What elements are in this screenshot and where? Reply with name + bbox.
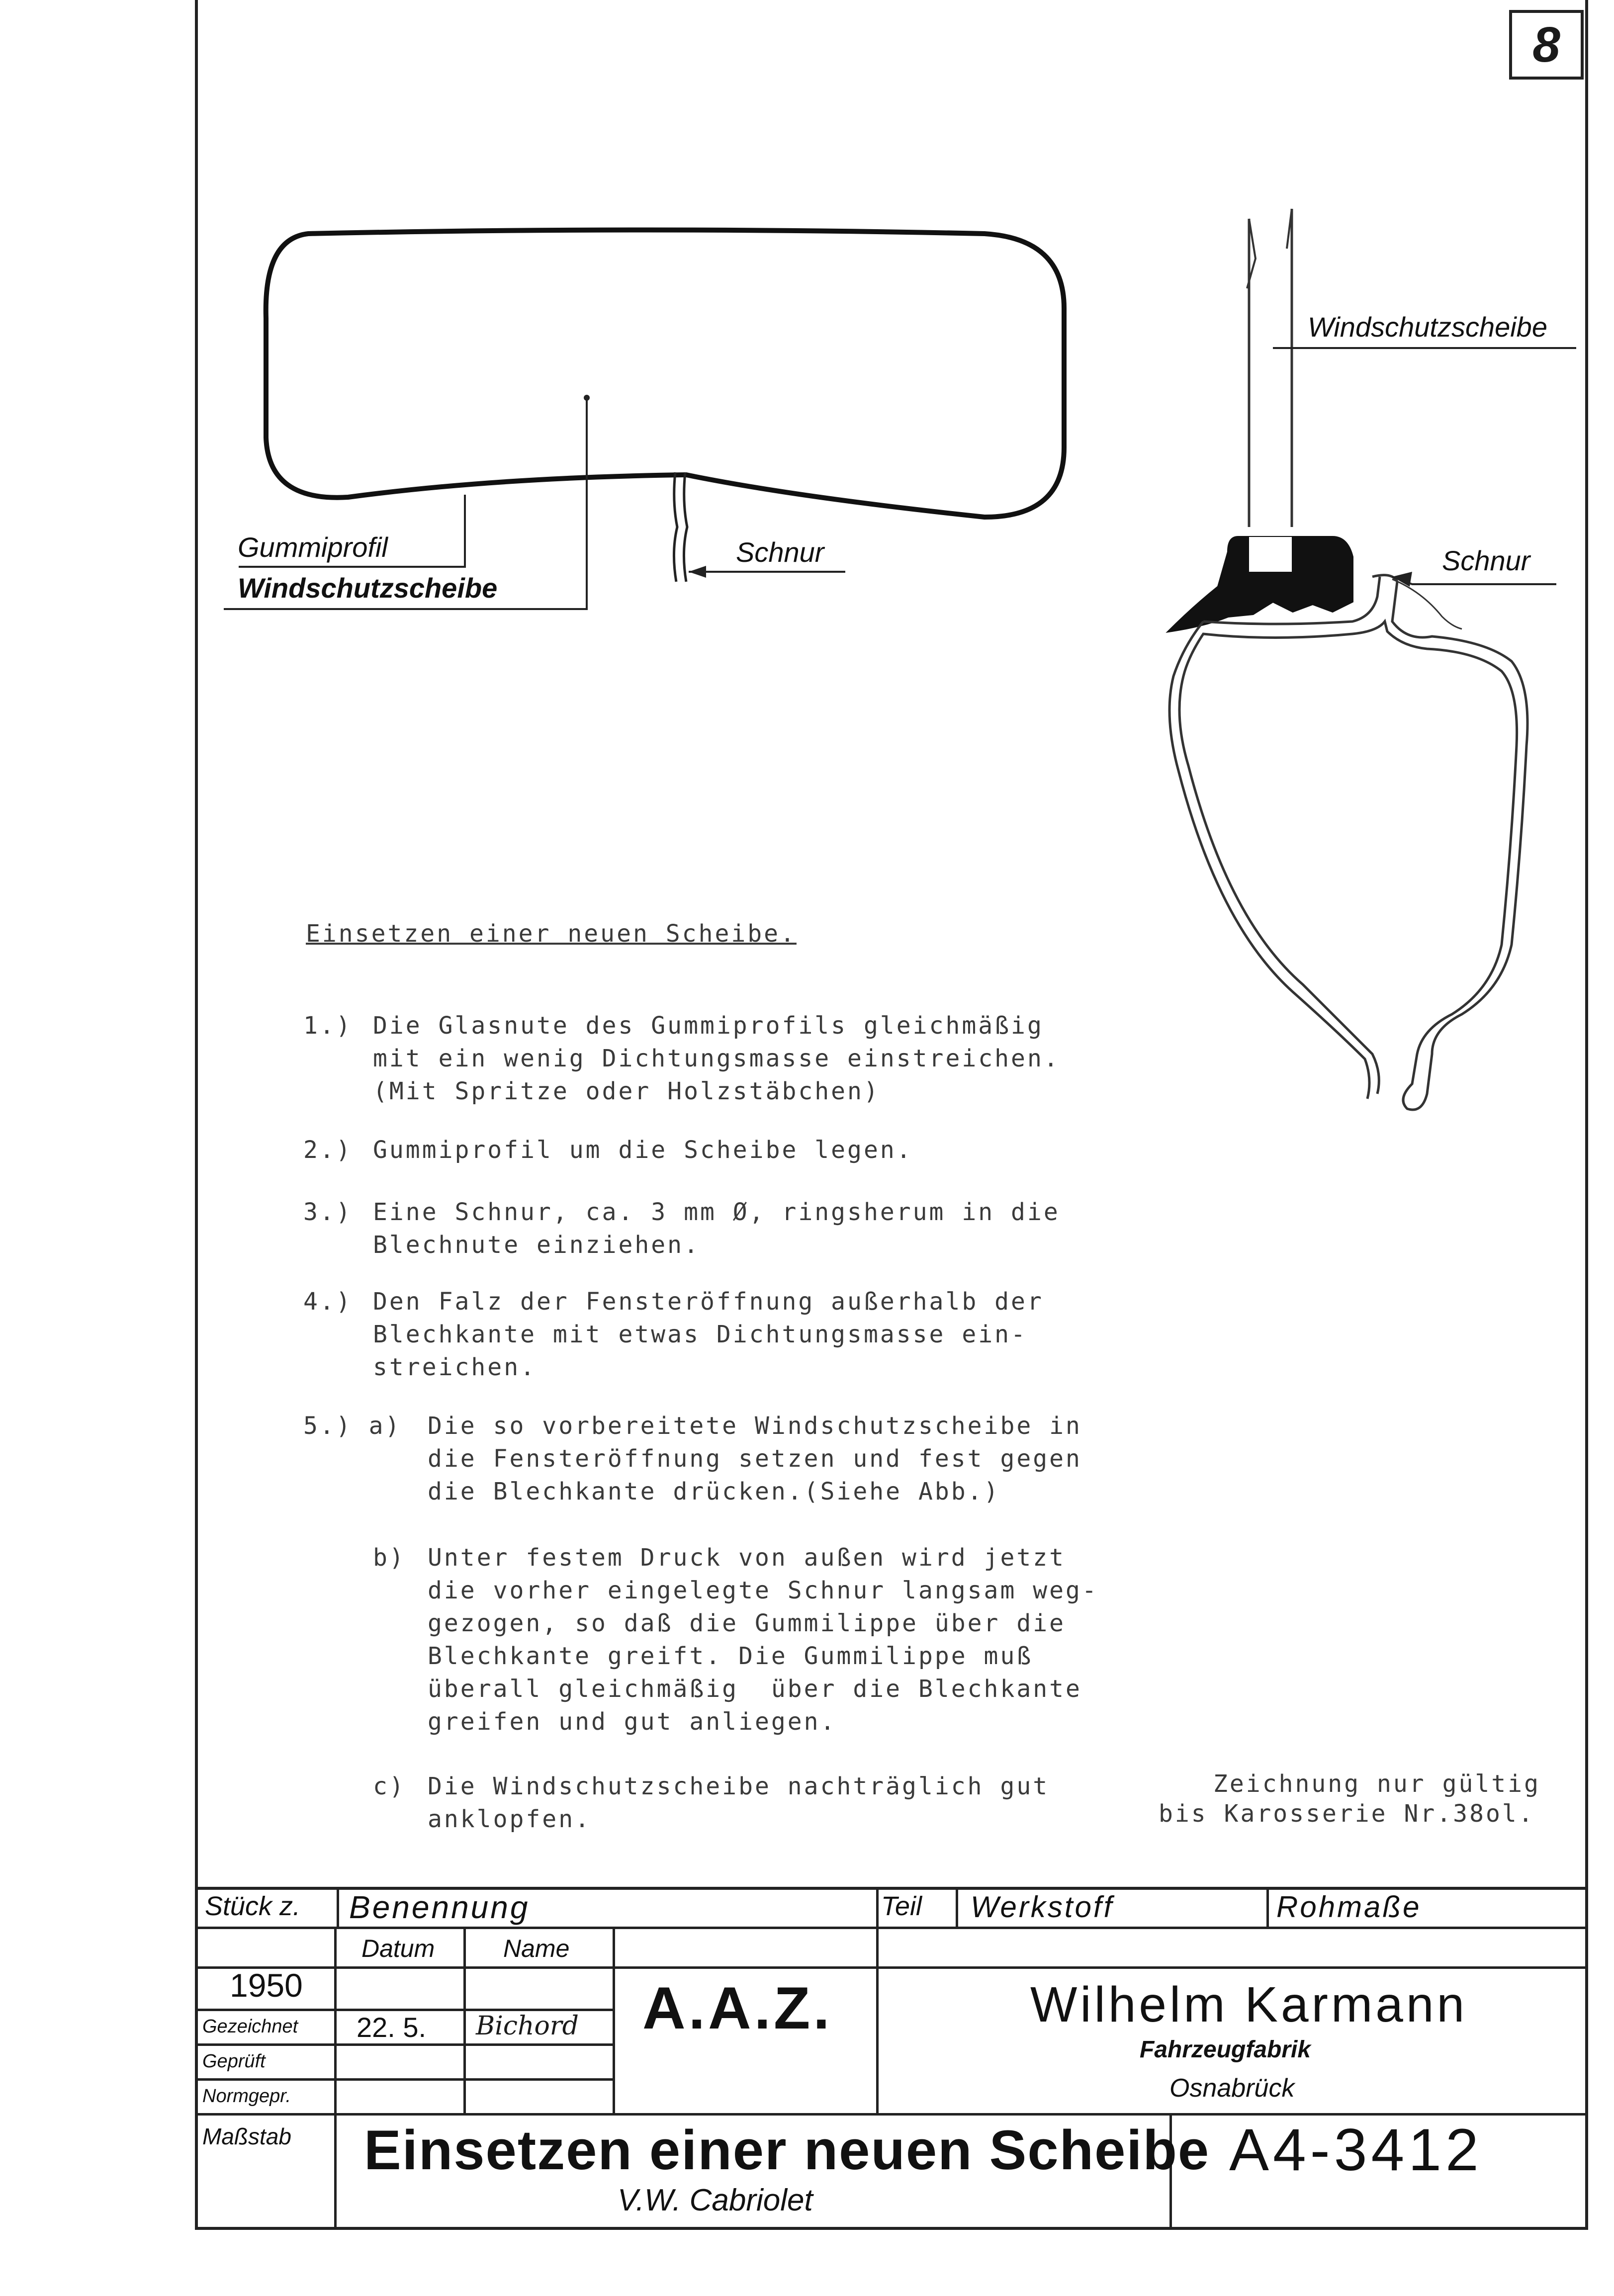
tb-row-checked: Geprüft — [202, 2051, 266, 2072]
body-panel — [1179, 575, 1527, 1110]
cord-gap — [674, 472, 677, 582]
title-block — [195, 1887, 1588, 2230]
windshield-outline — [266, 230, 1064, 518]
tb-company-sub: Fahrzeugfabrik — [1140, 2036, 1311, 2063]
tb-code: A.A.Z. — [642, 1975, 833, 2041]
tb-person-header: Name — [503, 1935, 570, 1962]
tb-material-header: Werkstoff — [971, 1890, 1114, 1924]
label-windshield-right: Windschutzscheibe — [1308, 311, 1547, 343]
tb-name-header: Benennung — [349, 1889, 530, 1925]
tb-year: 1950 — [230, 1967, 303, 2004]
tb-row-scale: Maßstab — [202, 2123, 291, 2149]
leader-cord-right — [1392, 577, 1556, 584]
tb-subtitle: V.W. Cabriolet — [618, 2183, 813, 2217]
label-cord-left: Schnur — [736, 536, 824, 568]
tb-qty-header: Stück z. — [205, 1891, 301, 1921]
tb-title: Einsetzen einer neuen Scheibe — [364, 2119, 1210, 2181]
tb-drawn-date: 22. 5. — [357, 2012, 427, 2043]
tb-raw-header: Rohmaße — [1276, 1890, 1422, 1924]
tb-date-header: Datum — [361, 1935, 435, 1962]
tb-row-norm: Normgepr. — [202, 2086, 291, 2107]
tb-company-city: Osnabrück — [1169, 2074, 1295, 2103]
label-cord-right: Schnur — [1442, 545, 1530, 576]
label-gummiprofil: Gummiprofil — [238, 531, 388, 563]
tb-row-drawn: Gezeichnet — [202, 2016, 298, 2037]
tb-part-header: Teil — [881, 1891, 922, 1921]
tb-company: Wilhelm Karmann — [1030, 1977, 1468, 2032]
label-windshield-left: Windschutzscheibe — [238, 572, 498, 604]
page-number: 8 — [1509, 10, 1584, 80]
instructions-heading: Einsetzen einer neuen Scheibe. — [306, 920, 797, 948]
tb-drawn-name: Bichord — [476, 2011, 579, 2041]
tb-drawing-number: A4-3412 — [1229, 2117, 1483, 2183]
validity-note-line-1: Zeichnung nur gültig — [1213, 1770, 1540, 1798]
validity-note-line-2: bis Karosserie Nr.38ol. — [1159, 1800, 1535, 1828]
